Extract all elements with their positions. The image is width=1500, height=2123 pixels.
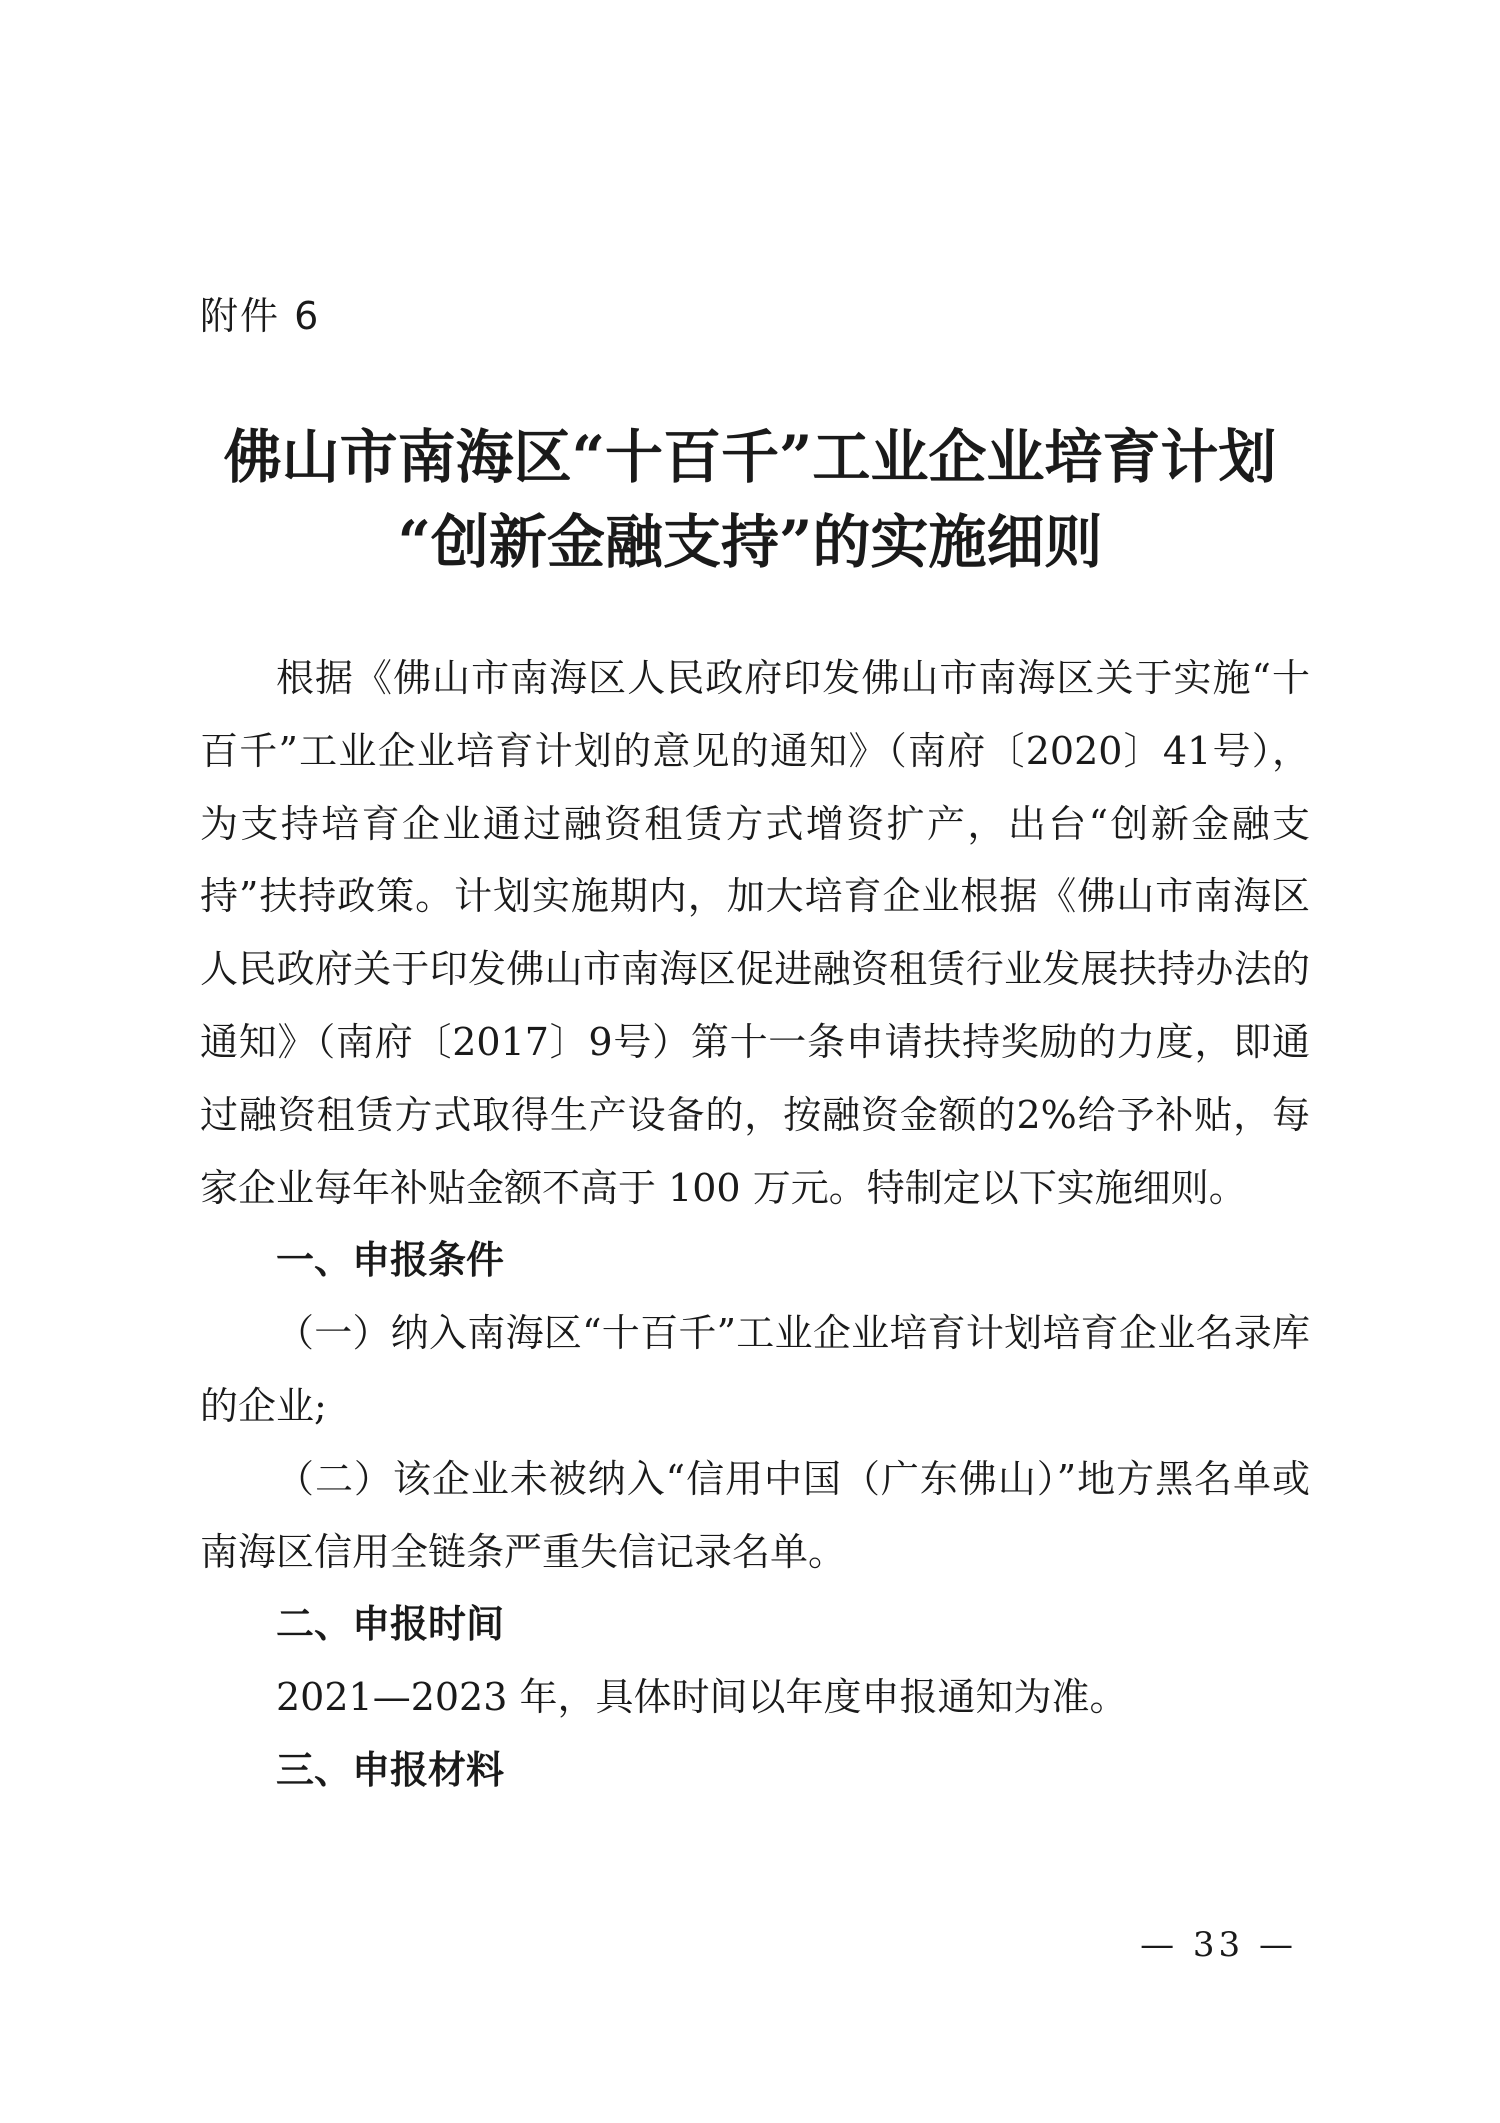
condition-item-1: （一）纳入南海区“十百千”工业企业培育计划培育企业名录库的企业; <box>200 1311 1310 1428</box>
section-heading-application-conditions: 一、申报条件 <box>276 1238 505 1283</box>
application-time-text: 2021—2023 年，具体时间以年度申报通知为准。 <box>276 1675 1128 1720</box>
page-number: — 33 — <box>1140 1925 1297 1965</box>
attachment-label: 附件 6 <box>200 294 321 338</box>
section-heading-application-materials: 三、申报材料 <box>276 1747 505 1792</box>
document-title-line-1: 佛山市南海区“十百千”工业企业培育计划 <box>223 423 1277 491</box>
intro-paragraph: 根据《佛山市南海区人民政府印发佛山市南海区关于实施“十百千”工业企业培育计划的意见的通知》（南府〔2020〕41号），为支持培育企业通过融资租赁方式增资扩产，出台“创新金融支持”扶持政策。计划实施期内，加大培育企业根据《佛山市南海区人民政府关于印发佛山市南海区促进融资租赁行业发展扶持办法的通知》（南府〔2017〕9号）第十一条申请扶持奖励的力度，即通过融资租赁方式取得生产设备的，按融资金额的2%给予补贴，每家企业每年补贴金额不高于 100 万元。特制定以下实施细则。 <box>200 656 1310 1210</box>
document-title-line-2: “创新金融支持”的实施细则 <box>397 508 1103 576</box>
document-body <box>200 642 1310 1807</box>
section-heading-application-time: 二、申报时间 <box>276 1602 505 1647</box>
condition-item-2: （二）该企业未被纳入“信用中国（广东佛山）”地方黑名单或南海区信用全链条严重失信记录名单。 <box>200 1456 1310 1574</box>
